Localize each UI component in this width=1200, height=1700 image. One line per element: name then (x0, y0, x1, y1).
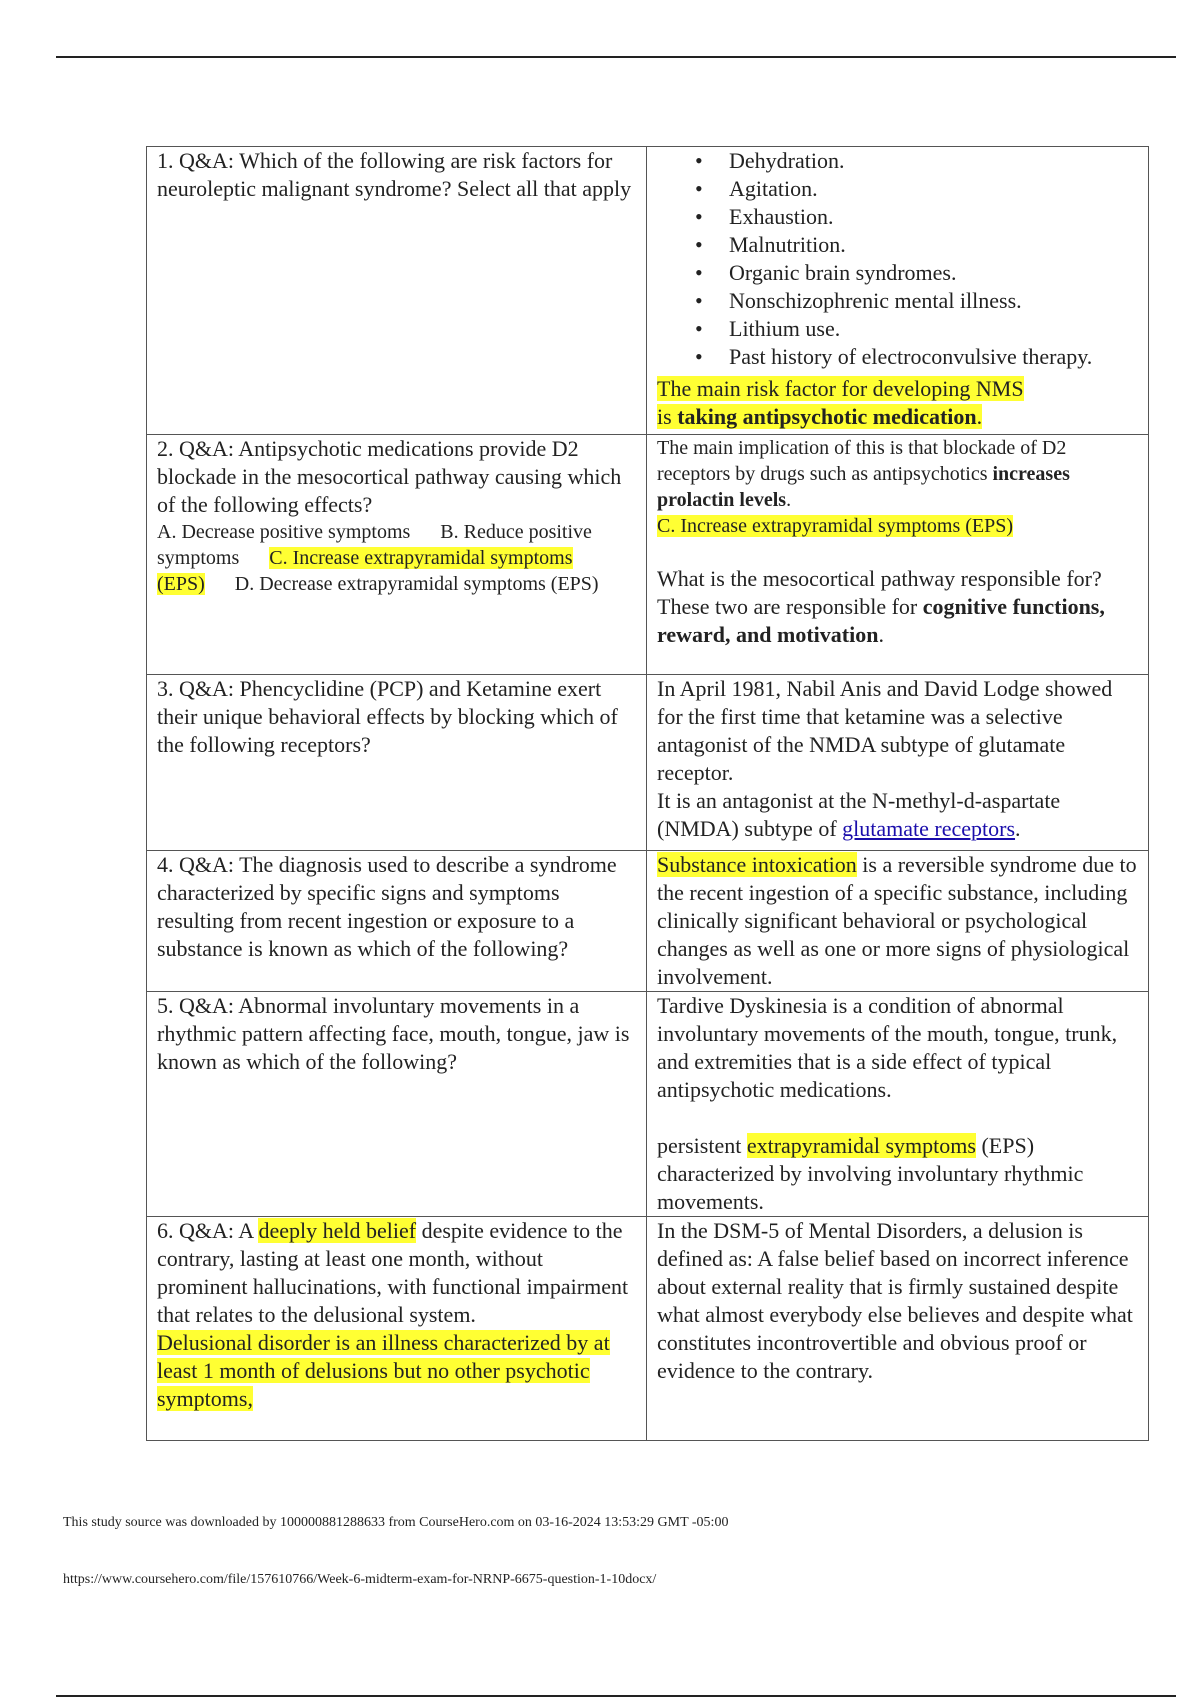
question-cell (147, 675, 647, 851)
highlighted-text: . (976, 404, 983, 429)
answer-text: In April 1981, Nabil Anis and David Lodge showed for the first time that ketamine was a selective antagonist of the NMDA subtype of glutamate receptor. (657, 676, 1113, 785)
answer-text-part: The main implication of this is that blockade of D2 receptors by drugs such as antipsychotics (657, 437, 1067, 485)
qa-table (146, 146, 1149, 1441)
question-cell (147, 435, 647, 675)
answer-text-part: (EPS) characterized by involving involuntary rhythmic movements. (657, 1133, 1084, 1214)
table-row (147, 992, 1149, 1217)
option-c: C. Increase extrapyramidal symptoms (EPS) (157, 547, 573, 595)
list-item: • Exhaustion. (729, 203, 1138, 231)
main-risk-factor-note (657, 375, 1138, 431)
list-item: • Dehydration. (729, 147, 1138, 175)
highlighted-text: C. Increase extrapyramidal symptoms (EPS) (657, 515, 1014, 537)
highlighted-text: extrapyramidal symptoms (746, 1133, 976, 1158)
list-item: • Agitation. (729, 175, 1138, 203)
question-text: 4. Q&A: The diagnosis used to describe a syndrome characterized by specific signs and symptoms resulting from recent ingestion or exposure to a substance is known as which of the following? (157, 852, 617, 961)
answer-text-part: What is the mesocortical pathway responsible for? These two are responsible for (657, 566, 1102, 619)
list-item: • Nonschizophrenic mental illness. (729, 287, 1138, 315)
table-row (147, 435, 1149, 675)
question-cell (147, 851, 647, 992)
list-item: • Lithium use. (729, 315, 1138, 343)
question-text-part: despite evidence to the contrary, lasting at least one month, without prominent hallucinations, with functional impairment that relates to the delusional system. (157, 1218, 629, 1327)
answer-text-part: is a reversible syndrome due to the recent ingestion of a specific substance, including clinically significant behavioral or psychological changes as well as one or more signs of physiological involvement. (657, 852, 1137, 989)
question-cell (147, 992, 647, 1217)
risk-factor-list (657, 147, 1138, 371)
question-text: 5. Q&A: Abnormal involuntary movements in a rhythmic pattern affecting face, mouth, tongue, jaw is known as which of the following? (157, 993, 630, 1074)
answer-text-part: . (878, 622, 884, 647)
question-text (157, 1217, 636, 1329)
highlighted-text: is (657, 404, 678, 429)
answer-text (657, 851, 1138, 991)
answer-text (657, 1132, 1138, 1216)
highlighted-text: The main risk factor for developing NMS (657, 376, 1024, 401)
answer-text-part: persistent (657, 1133, 747, 1158)
highlighted-text: Substance intoxication (657, 852, 857, 877)
answer-cell (647, 147, 1149, 435)
highlighted-text: deeply held belief (258, 1218, 417, 1243)
answer-text (657, 435, 1138, 513)
answer-text-part: . (1015, 816, 1021, 841)
option-d: D. Decrease extrapyramidal symptoms (EPS) (234, 573, 599, 595)
answer-cell (647, 435, 1149, 675)
question-cell (147, 147, 647, 435)
table-row (147, 851, 1149, 992)
question-text: 2. Q&A: Antipsychotic medications provide D2 blockade in the mesocortical pathway causing which of the following effects? (157, 436, 622, 517)
question-cell (147, 1217, 647, 1441)
answer-options (157, 519, 636, 597)
answer-cell (647, 1217, 1149, 1441)
option-a: A. Decrease positive symptoms (157, 521, 411, 543)
answer-cell (647, 992, 1149, 1217)
answer-text (657, 787, 1138, 843)
highlighted-text: Delusional disorder is an illness characterized by at least 1 month of delusions but no other psychotic symptoms, (157, 1330, 610, 1411)
answer-text (657, 565, 1138, 649)
answer-text-part: . (786, 489, 792, 511)
source-url[interactable]: https://www.coursehero.com/file/157610766/Week-6-midterm-exam-for-NRNP-6675-question-1-10docx/ (63, 1572, 657, 1587)
bold-text: increases prolactin levels (657, 463, 1070, 511)
question-text (157, 1329, 636, 1413)
answer-text: In the DSM-5 of Mental Disorders, a delusion is defined as: A false belief based on incorrect inference about external reality that is firmly sustained despite what almost everybody else believes and despite what constitutes incontrovertible and obvious proof or evidence to the contrary. (657, 1218, 1133, 1383)
answer-text-part: It is an antagonist at the N-methyl-d-aspartate (NMDA) subtype of (657, 788, 1061, 841)
table-row (147, 675, 1149, 851)
question-text: 3. Q&A: Phencyclidine (PCP) and Ketamine exert their unique behavioral effects by blocking which of the following receptors? (157, 676, 618, 757)
footer-rule (56, 1695, 1176, 1697)
answer-cell (647, 851, 1149, 992)
table-row (147, 1217, 1149, 1441)
question-text-part: 6. Q&A: A (157, 1218, 259, 1243)
option-b: B. Reduce positive symptoms (157, 521, 592, 569)
bold-text: cognitive functions, reward, and motivation (657, 594, 1105, 647)
glutamate-receptors-link[interactable]: glutamate receptors (842, 816, 1016, 841)
answer-cell (647, 675, 1149, 851)
table-row (147, 147, 1149, 435)
list-item: • Past history of electroconvulsive therapy. (729, 343, 1138, 371)
question-text: 1. Q&A: Which of the following are risk factors for neuroleptic malignant syndrome? Select all that apply (157, 148, 632, 201)
highlighted-bold-text: taking antipsychotic medication (677, 404, 977, 429)
header-rule (56, 56, 1176, 58)
download-notice: This study source was downloaded by 100000881288633 from CourseHero.com on 03-16-2024 13:53:29 GMT -05:00 (63, 1515, 729, 1530)
list-item: • Organic brain syndromes. (729, 259, 1138, 287)
list-item: • Malnutrition. (729, 231, 1138, 259)
answer-text: Tardive Dyskinesia is a condition of abnormal involuntary movements of the mouth, tongue, trunk, and extremities that is a side effect of typical antipsychotic medications. (657, 993, 1118, 1102)
answer-text (657, 513, 1138, 539)
